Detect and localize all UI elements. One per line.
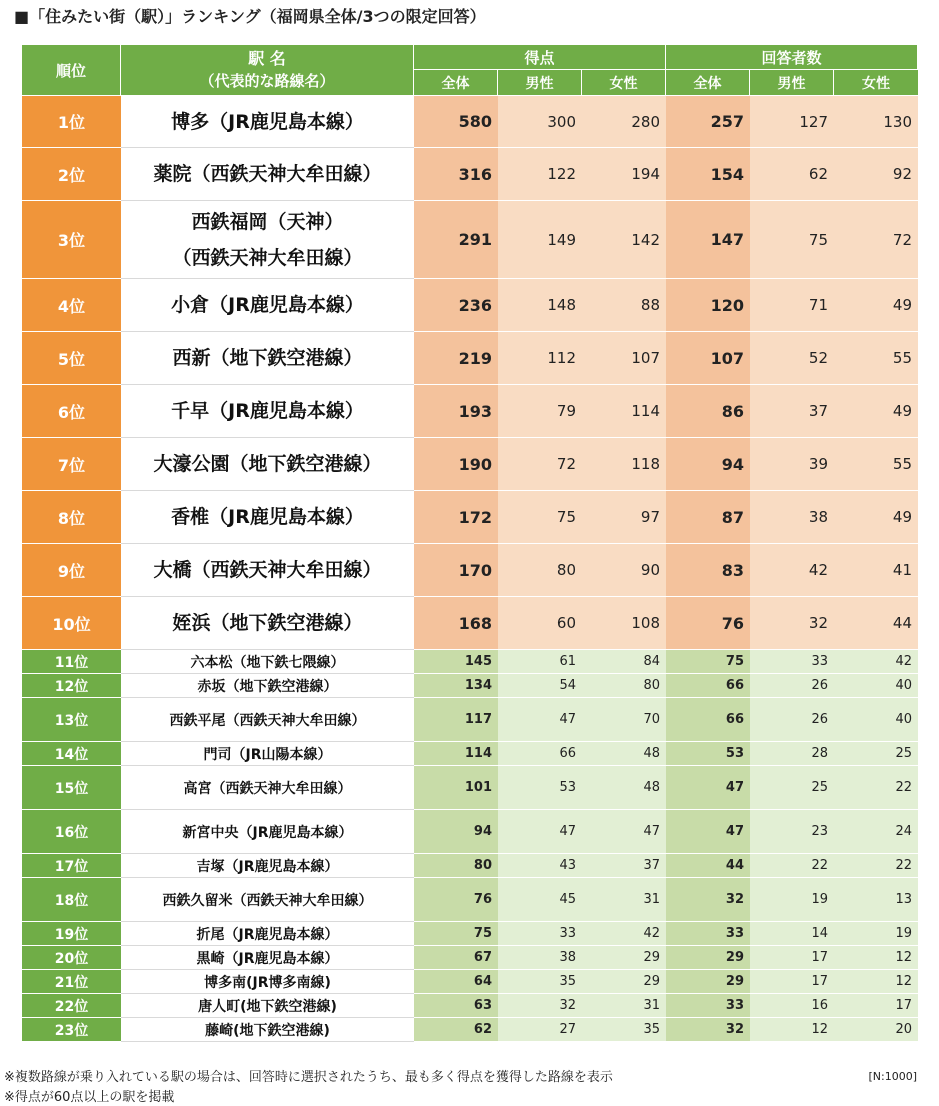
score-total-cell: 67 — [414, 946, 498, 970]
resp-female-cell: 24 — [834, 810, 918, 854]
resp-male-cell: 28 — [750, 742, 834, 766]
rank-cell: 1位 — [22, 96, 121, 148]
header-station — [121, 45, 414, 96]
resp-total-cell: 107 — [666, 332, 750, 385]
rank-cell: 5位 — [22, 332, 121, 385]
header-respondents-group: 回答者数 — [666, 45, 918, 70]
resp-male-cell: 12 — [750, 1018, 834, 1042]
score-female-cell: 31 — [582, 994, 666, 1018]
header-resp-total: 全体 — [666, 70, 750, 96]
station-cell — [121, 994, 414, 1018]
score-female-cell: 47 — [582, 810, 666, 854]
rank-cell: 15位 — [22, 766, 121, 810]
score-male-cell: 112 — [498, 332, 582, 385]
header-resp-female: 女性 — [834, 70, 918, 96]
score-male-cell: 32 — [498, 994, 582, 1018]
resp-total-cell: 29 — [666, 946, 750, 970]
resp-total-cell: 32 — [666, 878, 750, 922]
resp-total-cell: 47 — [666, 810, 750, 854]
rank-cell: 12位 — [22, 674, 121, 698]
station-cell — [121, 810, 414, 854]
station-name: 薬院（西鉄天神大牟田線） — [153, 163, 382, 185]
header-station-line: （代表的な路線名） — [199, 72, 335, 90]
station-name: 香椎（JR鹿児島本線） — [171, 506, 364, 528]
station-name: 黒崎（JR鹿児島本線） — [196, 950, 339, 967]
station-name: 姪浜（地下鉄空港線） — [172, 612, 363, 634]
resp-male-cell: 17 — [750, 970, 834, 994]
score-male-cell: 53 — [498, 766, 582, 810]
station-cell — [121, 742, 414, 766]
score-total-cell: 236 — [414, 279, 498, 332]
resp-total-cell: 76 — [666, 597, 750, 650]
score-female-cell: 35 — [582, 1018, 666, 1042]
resp-total-cell: 154 — [666, 148, 750, 201]
score-female-cell: 48 — [582, 766, 666, 810]
score-male-cell: 38 — [498, 946, 582, 970]
rank-cell: 17位 — [22, 854, 121, 878]
resp-male-cell: 14 — [750, 922, 834, 946]
header-rank: 順位 — [22, 45, 121, 96]
score-total-cell: 101 — [414, 766, 498, 810]
score-total-cell: 193 — [414, 385, 498, 438]
station-cell — [121, 766, 414, 810]
score-male-cell: 300 — [498, 96, 582, 148]
score-female-cell: 84 — [582, 650, 666, 674]
rank-cell: 18位 — [22, 878, 121, 922]
station-cell — [121, 922, 414, 946]
rank-cell: 23位 — [22, 1018, 121, 1042]
score-total-cell: 172 — [414, 491, 498, 544]
resp-total-cell: 47 — [666, 766, 750, 810]
resp-female-cell: 41 — [834, 544, 918, 597]
score-total-cell: 75 — [414, 922, 498, 946]
score-total-cell: 580 — [414, 96, 498, 148]
score-male-cell: 61 — [498, 650, 582, 674]
score-female-cell: 88 — [582, 279, 666, 332]
station-name: 赤坂（地下鉄空港線） — [197, 678, 338, 695]
resp-male-cell: 38 — [750, 491, 834, 544]
resp-total-cell: 33 — [666, 994, 750, 1018]
score-female-cell: 194 — [582, 148, 666, 201]
resp-male-cell: 75 — [750, 201, 834, 279]
score-total-cell: 114 — [414, 742, 498, 766]
header-score-male: 男性 — [498, 70, 582, 96]
station-name: 西鉄福岡（天神） — [191, 210, 344, 233]
score-male-cell: 47 — [498, 698, 582, 742]
resp-male-cell: 23 — [750, 810, 834, 854]
score-male-cell: 80 — [498, 544, 582, 597]
resp-female-cell: 40 — [834, 674, 918, 698]
score-male-cell: 43 — [498, 854, 582, 878]
resp-female-cell: 130 — [834, 96, 918, 148]
rank-cell: 13位 — [22, 698, 121, 742]
station-cell — [121, 674, 414, 698]
score-male-cell: 122 — [498, 148, 582, 201]
resp-total-cell: 75 — [666, 650, 750, 674]
resp-male-cell: 37 — [750, 385, 834, 438]
rank-cell: 7位 — [22, 438, 121, 491]
resp-male-cell: 62 — [750, 148, 834, 201]
score-male-cell: 45 — [498, 878, 582, 922]
rank-cell: 8位 — [22, 491, 121, 544]
resp-female-cell: 44 — [834, 597, 918, 650]
page-title: ■「住みたい街（駅）」ランキング（福岡県全体/3つの限定回答） — [14, 7, 486, 26]
resp-male-cell: 32 — [750, 597, 834, 650]
score-male-cell: 35 — [498, 970, 582, 994]
score-male-cell: 75 — [498, 491, 582, 544]
resp-male-cell: 19 — [750, 878, 834, 922]
station-cell — [121, 854, 414, 878]
score-total-cell: 94 — [414, 810, 498, 854]
resp-male-cell: 16 — [750, 994, 834, 1018]
resp-female-cell: 40 — [834, 698, 918, 742]
station-name: 千早（JR鹿児島本線） — [171, 400, 364, 422]
resp-female-cell: 22 — [834, 766, 918, 810]
resp-male-cell: 22 — [750, 854, 834, 878]
resp-total-cell: 94 — [666, 438, 750, 491]
resp-female-cell: 92 — [834, 148, 918, 201]
station-cell — [121, 878, 414, 922]
score-male-cell: 72 — [498, 438, 582, 491]
resp-female-cell: 72 — [834, 201, 918, 279]
resp-total-cell: 120 — [666, 279, 750, 332]
score-male-cell: 148 — [498, 279, 582, 332]
score-female-cell: 114 — [582, 385, 666, 438]
score-male-cell: 47 — [498, 810, 582, 854]
station-cell — [121, 332, 414, 385]
resp-female-cell: 13 — [834, 878, 918, 922]
score-male-cell: 27 — [498, 1018, 582, 1042]
score-total-cell: 145 — [414, 650, 498, 674]
score-female-cell: 107 — [582, 332, 666, 385]
station-name: 折尾（JR鹿児島本線） — [196, 926, 339, 943]
resp-total-cell: 53 — [666, 742, 750, 766]
station-name: 六本松（地下鉄七隈線） — [190, 654, 345, 671]
resp-female-cell: 25 — [834, 742, 918, 766]
score-male-cell: 79 — [498, 385, 582, 438]
resp-male-cell: 26 — [750, 674, 834, 698]
score-male-cell: 33 — [498, 922, 582, 946]
resp-male-cell: 127 — [750, 96, 834, 148]
station-cell — [121, 970, 414, 994]
footnote-routes: ※複数路線が乗り入れている駅の場合は、回答時に選択されたうち、最も多く得点を獲得した路線を表示 — [4, 1070, 613, 1085]
resp-total-cell: 257 — [666, 96, 750, 148]
score-female-cell: 108 — [582, 597, 666, 650]
rank-cell: 20位 — [22, 946, 121, 970]
resp-female-cell: 22 — [834, 854, 918, 878]
station-cell — [121, 1018, 414, 1042]
resp-female-cell: 12 — [834, 970, 918, 994]
resp-total-cell: 87 — [666, 491, 750, 544]
rank-cell: 4位 — [22, 279, 121, 332]
resp-male-cell: 52 — [750, 332, 834, 385]
resp-total-cell: 66 — [666, 674, 750, 698]
score-female-cell: 29 — [582, 970, 666, 994]
score-total-cell: 168 — [414, 597, 498, 650]
resp-female-cell: 49 — [834, 385, 918, 438]
station-cell — [121, 385, 414, 438]
rank-cell: 10位 — [22, 597, 121, 650]
header-station-name: 駅 名 — [248, 49, 286, 68]
resp-female-cell: 42 — [834, 650, 918, 674]
station-name: 新宮中央（JR鹿児島本線） — [182, 824, 353, 841]
resp-total-cell: 33 — [666, 922, 750, 946]
resp-male-cell: 25 — [750, 766, 834, 810]
resp-male-cell: 71 — [750, 279, 834, 332]
station-cell — [121, 438, 414, 491]
footnote-threshold: ※得点が60点以上の駅を掲載 — [4, 1090, 175, 1105]
score-female-cell: 31 — [582, 878, 666, 922]
rank-cell: 11位 — [22, 650, 121, 674]
score-female-cell: 70 — [582, 698, 666, 742]
score-female-cell: 48 — [582, 742, 666, 766]
header-score-total: 全体 — [414, 70, 498, 96]
score-total-cell: 63 — [414, 994, 498, 1018]
sample-size: [N:1000] — [868, 1070, 917, 1083]
resp-total-cell: 29 — [666, 970, 750, 994]
resp-total-cell: 44 — [666, 854, 750, 878]
score-female-cell: 42 — [582, 922, 666, 946]
station-name: （西鉄天神大牟田線） — [172, 246, 363, 269]
resp-male-cell: 39 — [750, 438, 834, 491]
resp-female-cell: 19 — [834, 922, 918, 946]
station-cell — [121, 148, 414, 201]
resp-female-cell: 20 — [834, 1018, 918, 1042]
resp-total-cell: 83 — [666, 544, 750, 597]
rank-cell: 22位 — [22, 994, 121, 1018]
rank-cell: 14位 — [22, 742, 121, 766]
station-name: 門司（JR山陽本線） — [203, 746, 332, 763]
station-cell — [121, 96, 414, 148]
header-score-group: 得点 — [414, 45, 666, 70]
score-female-cell: 37 — [582, 854, 666, 878]
resp-total-cell: 86 — [666, 385, 750, 438]
score-total-cell: 316 — [414, 148, 498, 201]
score-total-cell: 219 — [414, 332, 498, 385]
station-cell — [121, 946, 414, 970]
resp-female-cell: 55 — [834, 438, 918, 491]
station-name: 博多（JR鹿児島本線） — [171, 110, 364, 133]
station-name: 西新（地下鉄空港線） — [172, 347, 363, 369]
resp-total-cell: 32 — [666, 1018, 750, 1042]
score-male-cell: 54 — [498, 674, 582, 698]
resp-total-cell: 66 — [666, 698, 750, 742]
score-total-cell: 117 — [414, 698, 498, 742]
station-cell — [121, 491, 414, 544]
resp-male-cell: 26 — [750, 698, 834, 742]
rank-cell: 2位 — [22, 148, 121, 201]
station-name: 小倉（JR鹿児島本線） — [171, 294, 364, 316]
rank-cell: 19位 — [22, 922, 121, 946]
score-female-cell: 29 — [582, 946, 666, 970]
resp-female-cell: 17 — [834, 994, 918, 1018]
rank-cell: 16位 — [22, 810, 121, 854]
score-total-cell: 170 — [414, 544, 498, 597]
station-name: 唐人町(地下鉄空港線) — [198, 998, 337, 1015]
score-female-cell: 280 — [582, 96, 666, 148]
station-name: 西鉄久留米（西鉄天神大牟田線） — [162, 892, 373, 909]
station-name: 博多南(JR博多南線) — [204, 974, 331, 991]
resp-female-cell: 49 — [834, 491, 918, 544]
score-male-cell: 149 — [498, 201, 582, 279]
resp-male-cell: 17 — [750, 946, 834, 970]
station-cell — [121, 597, 414, 650]
header-score-female: 女性 — [582, 70, 666, 96]
score-total-cell: 134 — [414, 674, 498, 698]
score-total-cell: 80 — [414, 854, 498, 878]
score-female-cell: 90 — [582, 544, 666, 597]
score-total-cell: 190 — [414, 438, 498, 491]
station-name: 大濠公園（地下鉄空港線） — [153, 453, 382, 475]
score-female-cell: 80 — [582, 674, 666, 698]
score-male-cell: 66 — [498, 742, 582, 766]
station-name: 西鉄平尾（西鉄天神大牟田線） — [169, 712, 366, 729]
station-cell — [121, 650, 414, 674]
resp-female-cell: 49 — [834, 279, 918, 332]
station-name: 藤崎(地下鉄空港線) — [205, 1022, 330, 1039]
rank-cell: 3位 — [22, 201, 121, 279]
resp-female-cell: 12 — [834, 946, 918, 970]
station-name: 大橋（西鉄天神大牟田線） — [153, 559, 382, 581]
score-male-cell: 60 — [498, 597, 582, 650]
station-name: 吉塚（JR鹿児島本線） — [196, 858, 339, 875]
station-name: 高宮（西鉄天神大牟田線） — [183, 780, 352, 797]
score-total-cell: 76 — [414, 878, 498, 922]
resp-male-cell: 42 — [750, 544, 834, 597]
resp-female-cell: 55 — [834, 332, 918, 385]
resp-total-cell: 147 — [666, 201, 750, 279]
station-cell — [121, 279, 414, 332]
station-cell — [121, 698, 414, 742]
station-cell — [121, 201, 414, 279]
rank-cell: 21位 — [22, 970, 121, 994]
score-total-cell: 291 — [414, 201, 498, 279]
rank-cell: 9位 — [22, 544, 121, 597]
score-total-cell: 62 — [414, 1018, 498, 1042]
station-cell — [121, 544, 414, 597]
score-female-cell: 97 — [582, 491, 666, 544]
header-resp-male: 男性 — [750, 70, 834, 96]
score-female-cell: 142 — [582, 201, 666, 279]
resp-male-cell: 33 — [750, 650, 834, 674]
rank-cell: 6位 — [22, 385, 121, 438]
score-total-cell: 64 — [414, 970, 498, 994]
score-female-cell: 118 — [582, 438, 666, 491]
